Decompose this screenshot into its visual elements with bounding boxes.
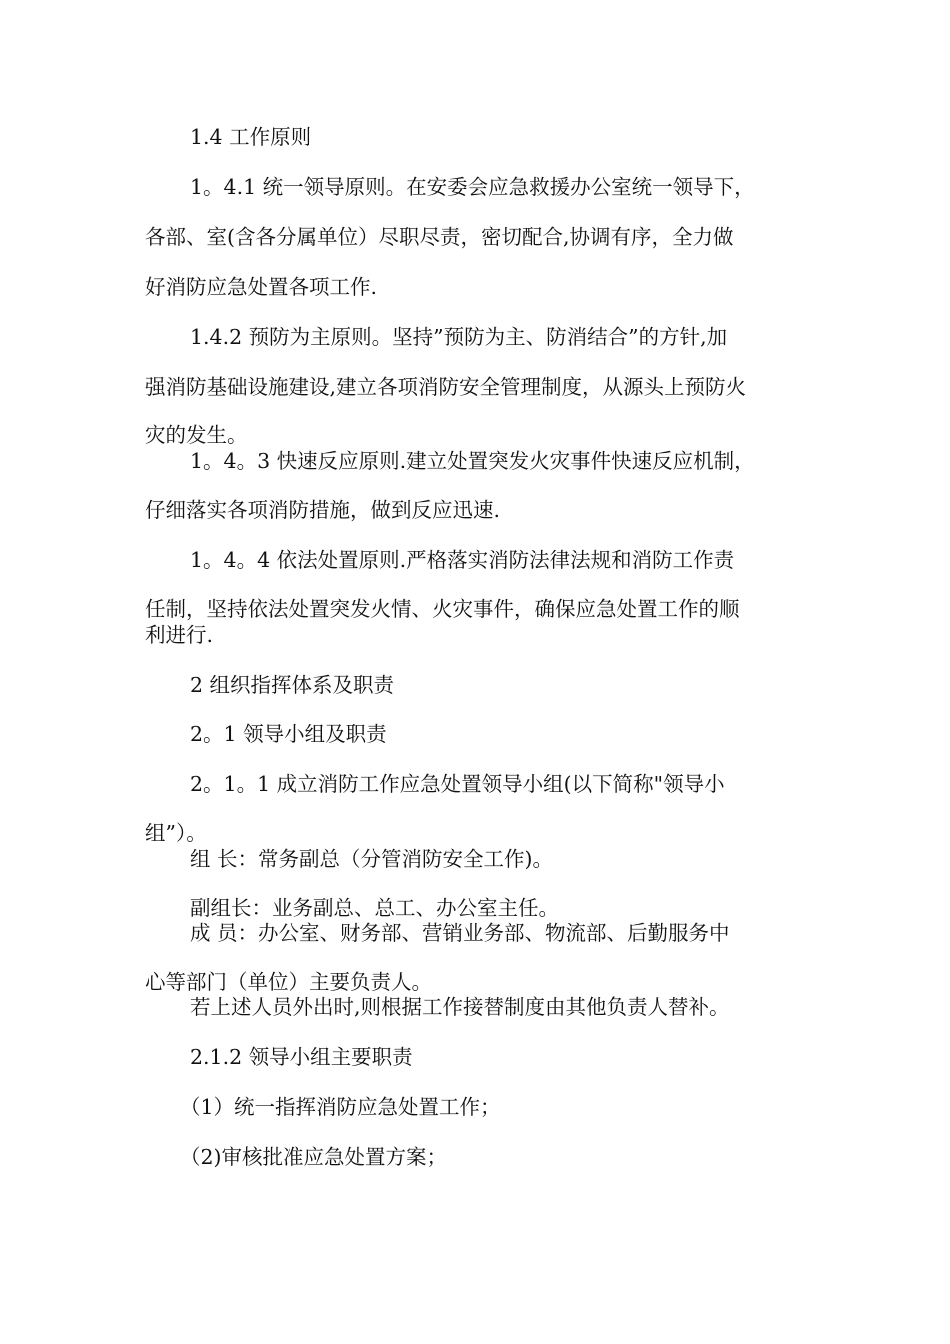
deputy-leader-line: 副组长：业务副总、总工、办公室主任。 xyxy=(190,896,559,920)
team-leader-line: 组 长：常务副总（分管消防安全工作)。 xyxy=(190,847,554,871)
duty-item-1: （1）统一指挥消防应急处置工作； xyxy=(180,1095,501,1119)
paragraph-1-4-4-line-3: 利进行. xyxy=(145,623,214,647)
members-line-1: 成 员：办公室、财务部、营销业务部、物流部、后勤服务中 xyxy=(190,921,730,945)
paragraph-1-4-2-line-3: 灾的发生。 xyxy=(145,423,248,447)
paragraph-1-4-4-line-1: 1。4。4 依法处置原则.严格落实消防法律法规和消防工作责 xyxy=(190,548,735,572)
substitute-line: 若上述人员外出时,则根据工作接替制度由其他负责人替补。 xyxy=(190,995,730,1019)
duty-item-2: （2)审核批准应急处置方案； xyxy=(180,1145,448,1169)
paragraph-1-4-1-line-2: 各部、室(含各分属单位）尽职尽责，密切配合,协调有序，全力做 xyxy=(145,225,734,249)
members-line-2: 心等部门（单位）主要负责人。 xyxy=(145,970,432,994)
heading-2: 2 组织指挥体系及职责 xyxy=(190,673,395,697)
paragraph-1-4-3-line-1: 1。4。3 快速反应原则.建立处置突发火灾事件快速反应机制， xyxy=(190,449,755,473)
paragraph-1-4-2-line-2: 强消防基础设施建设,建立各项消防安全管理制度，从源头上预防火 xyxy=(145,375,747,399)
paragraph-1-4-1-line-1: 1。4.1 统一领导原则。在安委会应急救援办公室统一领导下， xyxy=(190,175,755,199)
heading-1-4: 1.4 工作原则 xyxy=(190,125,312,149)
paragraph-1-4-1-line-3: 好消防应急处置各项工作. xyxy=(145,275,378,299)
paragraph-1-4-2-line-1: 1.4.2 预防为主原则。坚持”预防为主、防消结合”的方针,加 xyxy=(190,325,728,349)
heading-2-1-2: 2.1.2 领导小组主要职责 xyxy=(190,1045,413,1069)
paragraph-2-1-1-line-2: 组”）。 xyxy=(145,821,207,845)
heading-2-1: 2。1 领导小组及职责 xyxy=(190,722,387,746)
paragraph-1-4-4-line-2: 任制，坚持依法处置突发火情、火灾事件，确保应急处置工作的顺 xyxy=(145,597,740,621)
paragraph-2-1-1-line-1: 2。1。1 成立消防工作应急处置领导小组(以下简称"领导小 xyxy=(190,772,725,796)
paragraph-1-4-3-line-2: 仔细落实各项消防措施，做到反应迅速. xyxy=(145,498,501,522)
